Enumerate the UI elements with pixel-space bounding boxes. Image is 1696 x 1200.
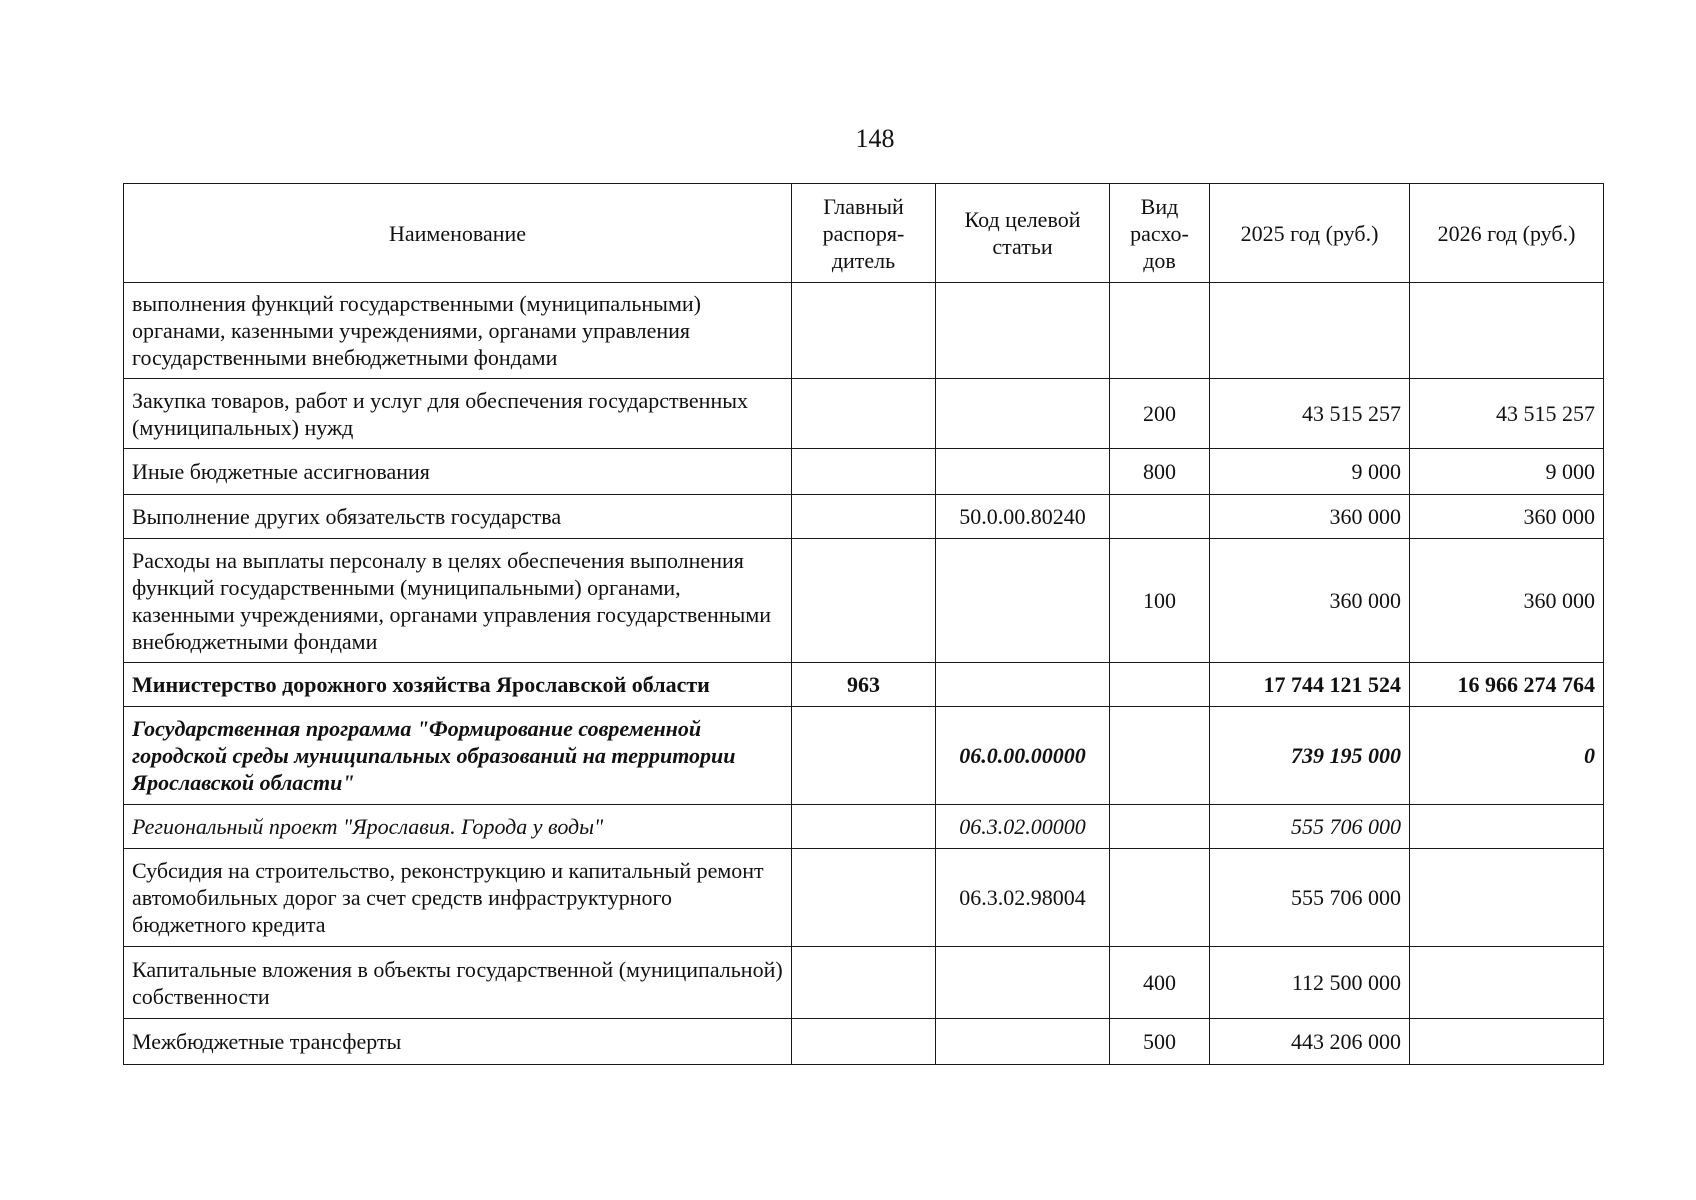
- row-expense-type: 100: [1110, 539, 1210, 663]
- table-row: [124, 805, 1604, 849]
- row-expense-type: 800: [1110, 449, 1210, 495]
- row-name: Государственная программа "Формирование современной городской среды муниципальных образований на территории Ярославской области": [124, 707, 792, 805]
- header-target-code: Код целевой статьи: [936, 184, 1110, 283]
- row-name: Закупка товаров, работ и услуг для обеспечения государственных (муниципальных) нужд: [124, 379, 792, 449]
- row-chief-manager: [792, 283, 936, 379]
- row-year-2025: 17 744 121 524: [1210, 663, 1410, 707]
- row-target-code: [936, 449, 1110, 495]
- row-year-2026: [1410, 947, 1604, 1019]
- row-target-code: [936, 947, 1110, 1019]
- row-chief-manager: [792, 707, 936, 805]
- table-row: [124, 539, 1604, 663]
- row-year-2026: 16 966 274 764: [1410, 663, 1604, 707]
- table-row: [124, 283, 1604, 379]
- row-chief-manager: [792, 805, 936, 849]
- table-row: [124, 379, 1604, 449]
- header-chief-manager: Главный распоря-дитель: [792, 184, 936, 283]
- row-expense-type: [1110, 707, 1210, 805]
- row-year-2025: 555 706 000: [1210, 849, 1410, 947]
- row-year-2026: 0: [1410, 707, 1604, 805]
- row-target-code: 06.3.02.98004: [936, 849, 1110, 947]
- row-expense-type: 500: [1110, 1019, 1210, 1065]
- row-year-2026: 9 000: [1410, 449, 1604, 495]
- row-year-2025: 9 000: [1210, 449, 1410, 495]
- row-year-2025: [1210, 283, 1410, 379]
- row-target-code: [936, 379, 1110, 449]
- row-chief-manager: [792, 379, 936, 449]
- row-expense-type: 200: [1110, 379, 1210, 449]
- row-year-2025: 112 500 000: [1210, 947, 1410, 1019]
- row-year-2025: 43 515 257: [1210, 379, 1410, 449]
- row-year-2025: 360 000: [1210, 495, 1410, 539]
- row-year-2026: [1410, 1019, 1604, 1065]
- row-target-code: 06.3.02.00000: [936, 805, 1110, 849]
- table-row: [124, 707, 1604, 805]
- header-name: Наименование: [124, 184, 792, 283]
- row-name: Министерство дорожного хозяйства Ярославской области: [124, 663, 792, 707]
- row-chief-manager: [792, 947, 936, 1019]
- table-row: [124, 663, 1604, 707]
- row-year-2026: [1410, 283, 1604, 379]
- row-year-2025: 443 206 000: [1210, 1019, 1410, 1065]
- row-expense-type: [1110, 663, 1210, 707]
- row-target-code: [936, 539, 1110, 663]
- table-header-row: [124, 184, 1604, 283]
- row-target-code: [936, 283, 1110, 379]
- table-row: [124, 849, 1604, 947]
- row-name: Расходы на выплаты персоналу в целях обеспечения выполнения функций государственными (муниципальными) органами, казенными учреждениями, органами управления государственными внебюджетными фондами: [124, 539, 792, 663]
- row-target-code: [936, 1019, 1110, 1065]
- row-name: Капитальные вложения в объекты государственной (муниципальной) собственности: [124, 947, 792, 1019]
- row-expense-type: [1110, 849, 1210, 947]
- row-expense-type: [1110, 283, 1210, 379]
- table-row: [124, 1019, 1604, 1065]
- row-year-2026: [1410, 849, 1604, 947]
- header-year-2026: 2026 год (руб.): [1410, 184, 1604, 283]
- row-chief-manager: [792, 1019, 936, 1065]
- row-chief-manager: [792, 495, 936, 539]
- row-target-code: [936, 663, 1110, 707]
- header-year-2025: 2025 год (руб.): [1210, 184, 1410, 283]
- row-chief-manager: [792, 849, 936, 947]
- row-target-code: 50.0.00.80240: [936, 495, 1110, 539]
- row-name: Выполнение других обязательств государства: [124, 495, 792, 539]
- row-expense-type: 400: [1110, 947, 1210, 1019]
- row-year-2025: 555 706 000: [1210, 805, 1410, 849]
- row-name: Межбюджетные трансферты: [124, 1019, 792, 1065]
- page-number: 148: [855, 124, 895, 153]
- row-chief-manager: [792, 539, 936, 663]
- row-year-2026: [1410, 805, 1604, 849]
- table-row: [124, 495, 1604, 539]
- row-name: Региональный проект "Ярославия. Города у воды": [124, 805, 792, 849]
- table-row: [124, 449, 1604, 495]
- header-expense-type: Вид расхо-дов: [1110, 184, 1210, 283]
- row-expense-type: [1110, 495, 1210, 539]
- row-year-2025: 739 195 000: [1210, 707, 1410, 805]
- row-expense-type: [1110, 805, 1210, 849]
- row-year-2026: 43 515 257: [1410, 379, 1604, 449]
- row-chief-manager: 963: [792, 663, 936, 707]
- row-name: Субсидия на строительство, реконструкцию и капитальный ремонт автомобильных дорог за счет средств инфраструктурного бюджетного кредита: [124, 849, 792, 947]
- row-year-2026: 360 000: [1410, 495, 1604, 539]
- row-year-2025: 360 000: [1210, 539, 1410, 663]
- table-row: [124, 947, 1604, 1019]
- row-year-2026: 360 000: [1410, 539, 1604, 663]
- row-name: Иные бюджетные ассигнования: [124, 449, 792, 495]
- budget-table: [123, 183, 1604, 1065]
- row-chief-manager: [792, 449, 936, 495]
- row-name: выполнения функций государственными (муниципальными) органами, казенными учреждениями, органами управления государственными внебюджетными фондами: [124, 283, 792, 379]
- row-target-code: 06.0.00.00000: [936, 707, 1110, 805]
